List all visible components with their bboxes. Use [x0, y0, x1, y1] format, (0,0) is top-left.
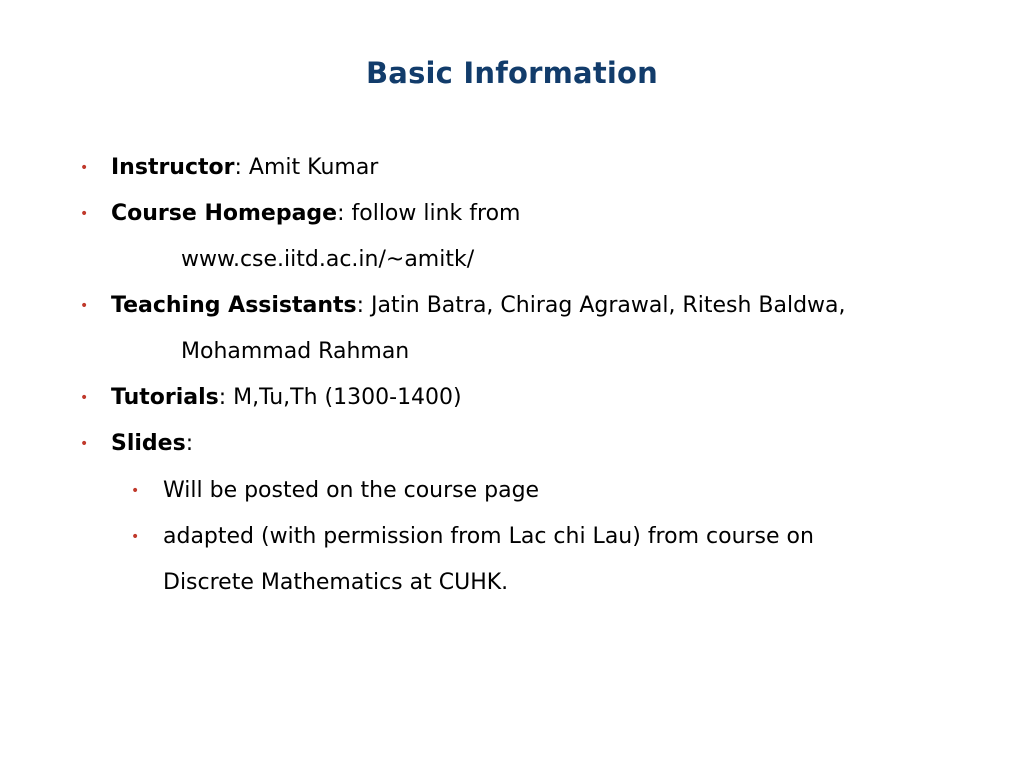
bullet-icon: •: [80, 298, 89, 314]
sub-item-adapted: adapted (with permission from Lac chi Lau) from course on: [163, 524, 814, 549]
item-label: Course Homepage: [111, 201, 338, 226]
item-label: Teaching Assistants: [111, 293, 357, 318]
list-item-course-homepage: [111, 201, 520, 227]
bullet-icon: •: [80, 390, 89, 406]
item-label: Tutorials: [111, 385, 219, 410]
sub-bullet-icon: •: [131, 483, 140, 499]
slide-title: Basic Information: [366, 56, 658, 90]
item-text: : M,Tu,Th (1300-1400): [218, 385, 462, 410]
list-item-slides: [111, 431, 193, 457]
sub-bullet-icon: •: [131, 529, 140, 545]
item-label: Instructor: [111, 155, 235, 180]
bullet-icon: •: [80, 160, 89, 176]
teaching-assistants-continuation: Mohammad Rahman: [181, 339, 410, 364]
list-item-instructor: [111, 155, 378, 181]
item-text: :: [185, 431, 194, 456]
sub-item-adapted-continuation: Discrete Mathematics at CUHK.: [163, 570, 509, 595]
course-homepage-url: www.cse.iitd.ac.in/~amitk/: [181, 247, 475, 272]
bullet-icon: •: [80, 436, 89, 452]
item-text: : Amit Kumar: [234, 155, 379, 180]
sub-item-posted: Will be posted on the course page: [163, 478, 540, 503]
item-text: : Jatin Batra, Chirag Agrawal, Ritesh Baldwa,: [356, 293, 846, 318]
list-item-tutorials: [111, 385, 462, 411]
item-label: Slides: [111, 431, 186, 456]
item-text: : follow link from: [337, 201, 521, 226]
bullet-icon: •: [80, 206, 89, 222]
list-item-teaching-assistants: [111, 293, 846, 319]
